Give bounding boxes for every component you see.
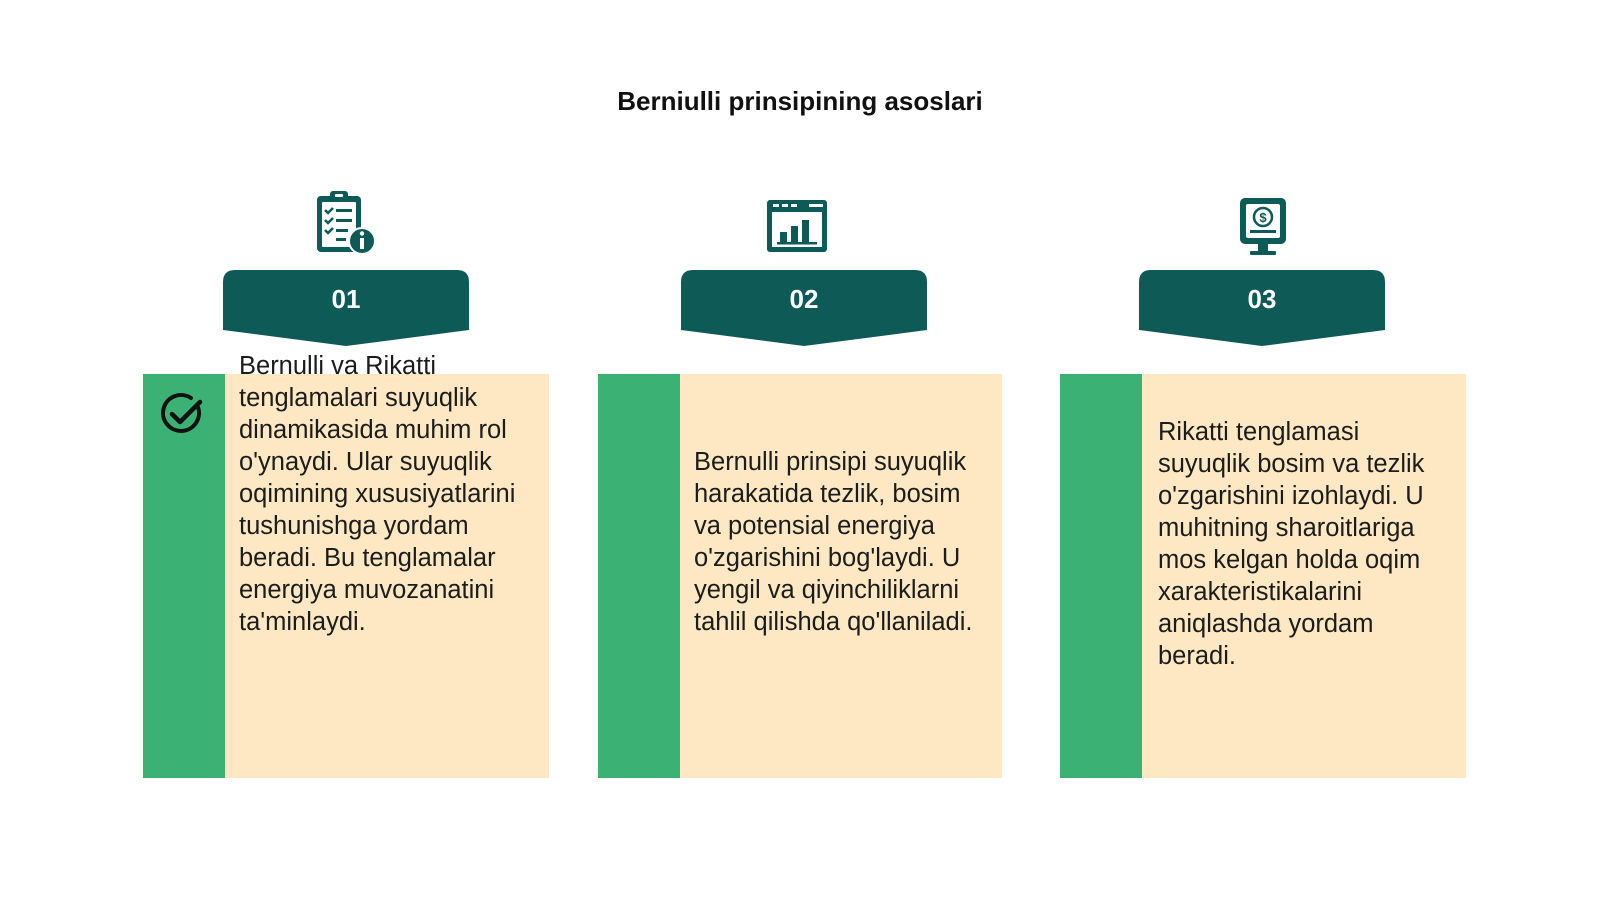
clipboard-checklist-info-icon (309, 188, 379, 258)
step-badge-01 (223, 270, 469, 346)
step-badge-03 (1139, 270, 1385, 346)
dollar-monitor-icon (1238, 196, 1288, 258)
step-number: 03 (1247, 284, 1277, 314)
card-strip-03 (1060, 374, 1142, 778)
page-title: Berniulli prinsipining asoslari (617, 86, 983, 116)
card-text-01: Bernulli va Rikatti tenglamalari suyuqlik dinamikasida muhim rol o'ynaydi. Ular suyuqlik oqimining xususiyatlarini tushunishga yordam beradi. Bu tenglamalar energiya muvozanatini ta'minlaydi. (239, 352, 516, 636)
step-badge-02 (681, 270, 927, 346)
card-text-02: Bernulli prinsipi suyuqlik harakatida tezlik, bosim va potensial energiya o'zgarishini bog'laydi. U yengil va qiyinchiliklarni tahlil qilishda qo'llaniladi. (694, 448, 973, 636)
step-number: 02 (789, 284, 819, 314)
step-number: 01 (331, 284, 361, 314)
svg-text:$: $ (1259, 210, 1267, 225)
card-text-03: Rikatti tenglamasi suyuqlik bosim va tezlik o'zgarishini izohlaydi. U muhitning sharoitlariga mos kelgan holda oqim xarakteristikalarini aniqlashda yordam beradi. (1158, 418, 1425, 670)
card-strip-02 (598, 374, 680, 778)
bar-chart-window-icon (765, 196, 829, 256)
check-circle-icon (158, 390, 206, 438)
